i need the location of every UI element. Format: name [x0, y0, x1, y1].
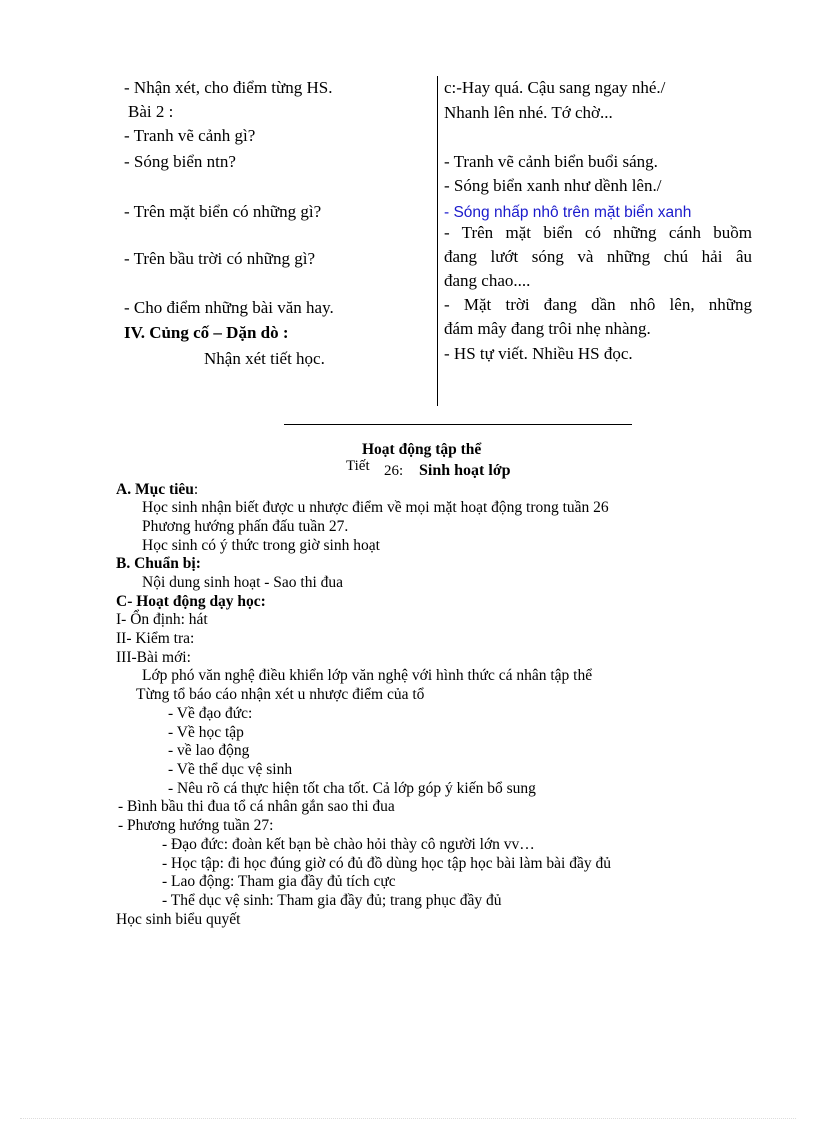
step-3: III-Bài mới: — [116, 649, 191, 666]
left-line-7: - Cho điểm những bài văn hay. — [124, 298, 334, 317]
left-line-3: - Tranh vẽ cảnh gì? — [124, 126, 256, 145]
right-line-8: đang chao.... — [444, 271, 531, 290]
section-separator — [284, 424, 632, 425]
right-line-6: - Trên mặt biển có những cánh buồm — [444, 223, 752, 242]
left-line-9: Nhận xét tiết học. — [204, 349, 325, 368]
lesson-prefix: Tiết — [346, 458, 370, 474]
closing-line: Học sinh biểu quyết — [116, 911, 241, 928]
right-line-10: đám mây đang trôi nhẹ nhàng. — [444, 319, 651, 338]
left-line-5: - Trên mặt biển có những gì? — [124, 202, 322, 221]
right-line-3: - Tranh vẽ cảnh biển buổi sáng. — [444, 152, 658, 171]
section-b-heading: B. Chuẩn bị: — [116, 555, 201, 572]
right-line-5: - Sóng nhấp nhô trên mặt biển xanh — [444, 204, 692, 221]
report-item-1: - Về đạo đức: — [168, 705, 253, 722]
body-line-2: Từng tổ báo cáo nhận xét u nhược điểm của tổ — [136, 686, 425, 703]
right-line-7: đang lướt sóng và những chú hải âu — [444, 247, 752, 266]
objective-line-2: Phương hướng phấn đấu tuần 27. — [142, 518, 349, 535]
left-line-1: - Nhận xét, cho điểm từng HS. — [124, 78, 333, 97]
section-iv-heading: IV. Củng cố – Dặn dò : — [124, 323, 289, 342]
direction-item-4: - Thể dục vệ sinh: Tham gia đầy đủ; trang phục đầy đủ — [162, 892, 502, 909]
report-item-2: - Về học tập — [168, 724, 244, 741]
column-divider — [437, 76, 438, 406]
direction-item-1: - Đạo đức: đoàn kết bạn bè chào hỏi thày cô người lớn vv… — [162, 836, 535, 853]
step-1: I- Ổn định: hát — [116, 611, 208, 628]
left-line-4: - Sóng biển ntn? — [124, 152, 236, 171]
lesson-number: 26: — [384, 463, 404, 479]
direction-line: - Phương hướng tuần 27: — [118, 817, 274, 834]
report-item-5: - Nêu rõ cá thực hiện tốt cha tốt. Cả lớp góp ý kiến bổ sung — [168, 780, 536, 797]
section-a-heading — [116, 481, 198, 499]
right-line-2: Nhanh lên nhé. Tớ chờ... — [444, 103, 613, 122]
report-item-4: - Về thể dục vệ sinh — [168, 761, 293, 778]
section-a-title: A. Mục tiêu — [116, 481, 194, 498]
section-c-heading: C- Hoạt động dạy học: — [116, 593, 266, 610]
right-line-9: - Mặt trời đang dần nhô lên, những — [444, 295, 752, 314]
step-2: II- Kiểm tra: — [116, 630, 195, 647]
page-bottom-border — [20, 1118, 796, 1119]
vote-line: - Bình bầu thi đua tổ cá nhân gắn sao thi đua — [118, 798, 395, 815]
direction-item-2: - Học tập: đi học đúng giờ có đủ đồ dùng học tập học bài làm bài đầy đủ — [162, 855, 611, 872]
activity-heading: Hoạt động tập thể — [362, 441, 482, 458]
objective-line-3: Học sinh có ý thức trong giờ sinh hoạt — [142, 537, 380, 554]
section-a-colon: : — [193, 481, 199, 498]
objective-line-1: Học sinh nhận biết được u nhược điểm về mọi mặt hoạt động trong tuần 26 — [142, 499, 609, 516]
body-line-1: Lớp phó văn nghệ điều khiển lớp văn nghệ với hình thức cá nhân tập thể — [142, 667, 593, 684]
right-line-4: - Sóng biển xanh như dềnh lên./ — [444, 176, 662, 195]
left-line-2: Bài 2 : — [128, 102, 174, 121]
right-line-1: c:-Hay quá. Cậu sang ngay nhé./ — [444, 78, 666, 97]
direction-item-3: - Lao động: Tham gia đầy đủ tích cực — [162, 873, 396, 890]
left-line-6: - Trên bầu trời có những gì? — [124, 249, 316, 268]
preparation-line: Nội dung sinh hoạt - Sao thi đua — [142, 574, 344, 591]
report-item-3: - về lao động — [168, 742, 250, 759]
lesson-title: Sinh hoạt lớp — [419, 462, 511, 479]
right-line-11: - HS tự viết. Nhiều HS đọc. — [444, 344, 633, 363]
